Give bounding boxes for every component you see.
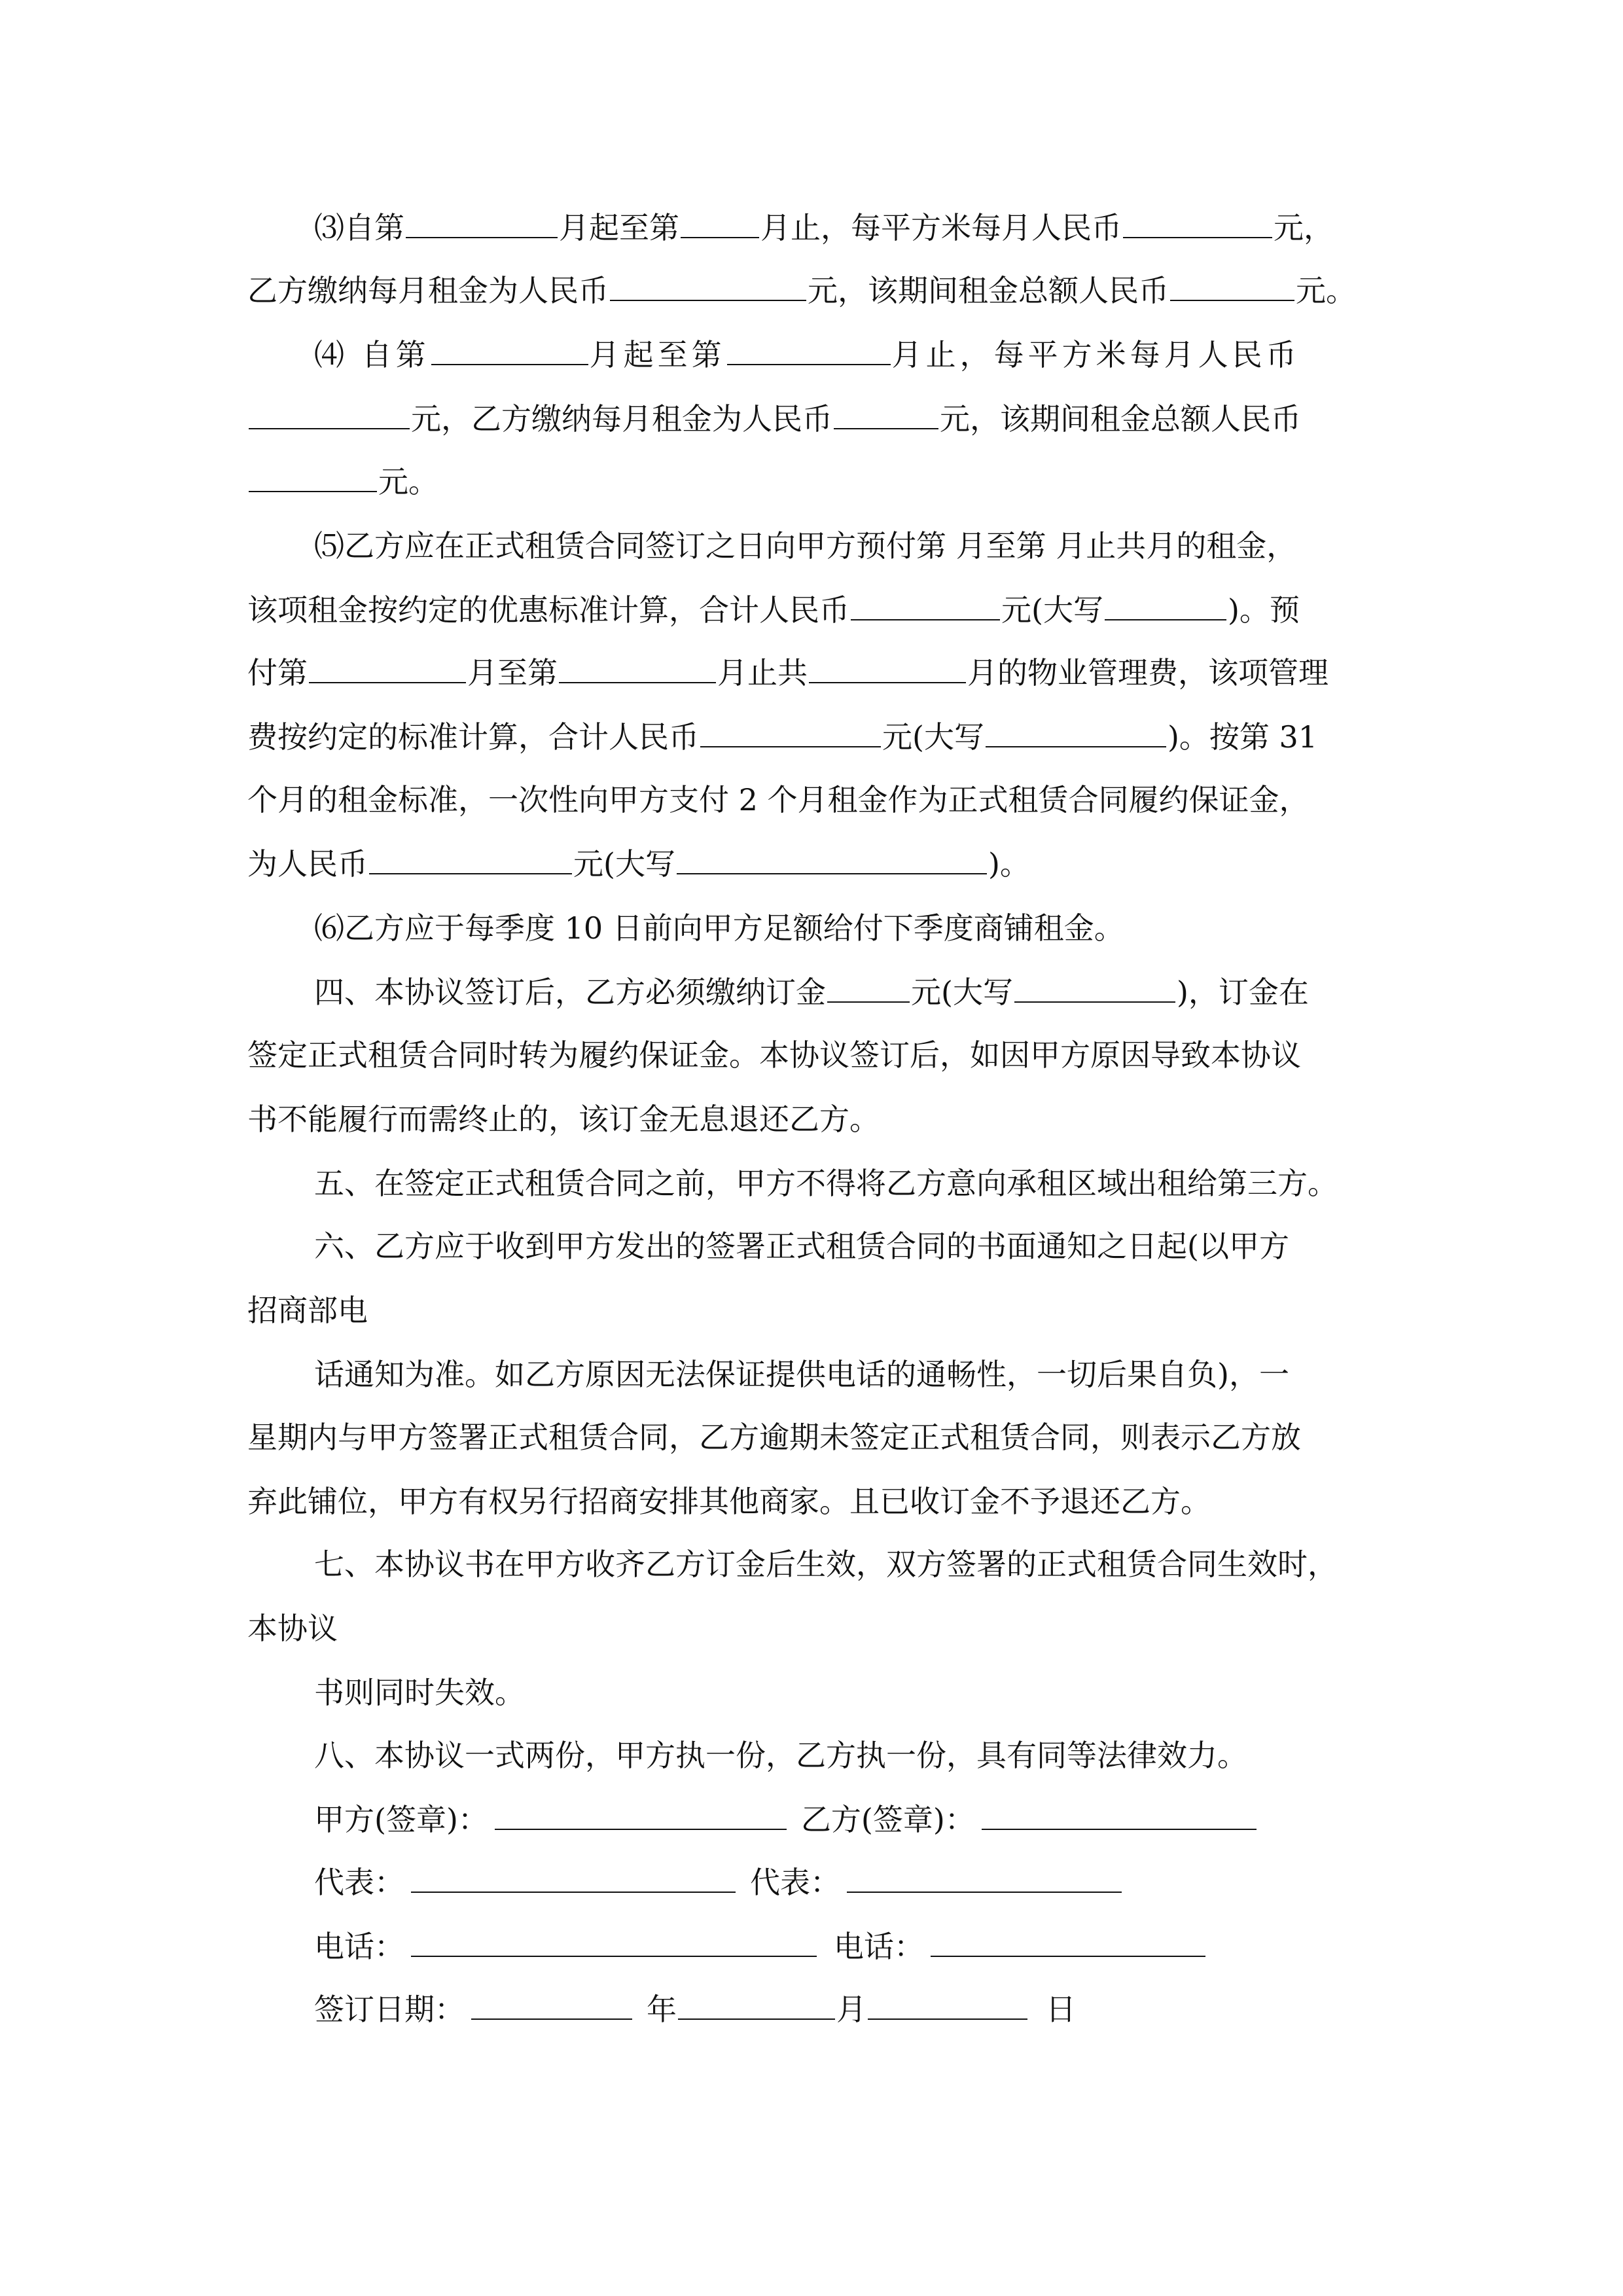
party-a-rep-field[interactable] — [411, 1863, 736, 1893]
section-4-line-2 — [247, 1035, 1301, 1075]
text-segment: 话通知为准。如乙方原因无法保证提供电话的通畅性，一切后果自负)，一 — [314, 1357, 1289, 1392]
fill-blank[interactable] — [700, 717, 881, 747]
year-field[interactable] — [471, 1990, 632, 2020]
text-segment: 元(大写 — [1001, 592, 1103, 628]
fill-blank[interactable] — [309, 653, 466, 683]
party-b-phone-field[interactable] — [931, 1927, 1205, 1957]
text-segment: 月止，每平方米每月人民币 — [891, 337, 1300, 372]
text-segment: 月起至第 — [559, 210, 679, 245]
text-segment: 付第 — [247, 655, 308, 691]
clause-5-line-2 — [247, 590, 1300, 630]
fill-blank[interactable] — [1105, 590, 1226, 620]
text-segment: 月起至第 — [589, 337, 726, 372]
fill-blank[interactable] — [681, 208, 759, 238]
text-segment: )。预 — [1227, 592, 1300, 628]
text-segment: 元，该期间租金总额人民币 — [940, 401, 1301, 437]
text-segment: )，订金在 — [1176, 975, 1309, 1010]
text-segment: 本协议 — [247, 1611, 338, 1646]
text-segment: 月至第 — [467, 655, 558, 691]
party-b-seal-field[interactable] — [982, 1800, 1257, 1830]
party-b-phone-label: 电话： — [834, 1929, 924, 1964]
text-segment: 元(大写 — [911, 975, 1013, 1010]
section-4-line-3 — [247, 1100, 880, 1139]
clause-3-line-2 — [247, 271, 1356, 310]
text-segment: 弃此铺位，甲方有权另行招商安排其他商家。且已收订金不予退还乙方。 — [247, 1484, 1211, 1519]
fill-blank[interactable] — [559, 653, 716, 683]
text-segment: ⑹乙方应于每季度 10 日前向甲方足额给付下季度商铺租金。 — [314, 910, 1124, 946]
fill-blank[interactable] — [727, 335, 891, 365]
text-segment: )。 — [988, 846, 1030, 882]
clause-3-line-1 — [314, 208, 1334, 247]
clause-5-line-3 — [247, 653, 1329, 692]
text-segment: 月的物业管理费，该项管理 — [967, 655, 1329, 691]
text-segment: 星期内与甲方签署正式租赁合同，乙方逾期未签定正式租赁合同，则表示乙方放 — [247, 1420, 1301, 1455]
month-field[interactable] — [678, 1990, 835, 2020]
clause-5-line-4 — [247, 717, 1317, 757]
phone-row — [314, 1927, 1207, 1966]
month-label: 月 — [836, 1992, 866, 2027]
clause-4-line-1 — [314, 335, 1300, 374]
text-segment: 该项租金按约定的优惠标准计算，合计人民币 — [247, 592, 849, 628]
fill-blank[interactable] — [1123, 208, 1272, 238]
fill-blank[interactable] — [986, 717, 1166, 747]
fill-blank[interactable] — [809, 653, 966, 683]
clause-4-line-2 — [247, 399, 1301, 439]
representative-row — [314, 1863, 1123, 1902]
text-segment: 月止共 — [717, 655, 808, 691]
text-segment: 元。 — [1296, 273, 1356, 308]
text-segment: 元(大写 — [573, 846, 675, 882]
fill-blank[interactable] — [1014, 973, 1175, 1003]
fill-blank[interactable] — [834, 399, 938, 429]
section-7-line-1 — [314, 1545, 1338, 1584]
fill-blank[interactable] — [249, 462, 377, 492]
text-segment: 元， — [1274, 210, 1334, 245]
section-4-line-1 — [314, 973, 1309, 1012]
party-b-seal-label: 乙方(签章)： — [800, 1802, 975, 1837]
section-6-line-3 — [314, 1355, 1289, 1394]
fill-blank[interactable] — [431, 335, 588, 365]
party-b-rep-field[interactable] — [847, 1863, 1122, 1893]
signing-date-row — [314, 1990, 1076, 2029]
section-6-line-2 — [247, 1291, 368, 1330]
fill-blank[interactable] — [369, 844, 572, 874]
text-segment: ⑷ 自第 — [314, 337, 430, 372]
text-segment: 元，该期间租金总额人民币 — [808, 273, 1169, 308]
section-6-line-4 — [247, 1418, 1301, 1457]
section-7-line-3 — [314, 1673, 525, 1712]
text-segment: )。按第 31 — [1167, 719, 1318, 755]
text-segment: 六、乙方应于收到甲方发出的签署正式租赁合同的书面通知之日起(以甲方 — [314, 1229, 1289, 1264]
text-segment: 个月的租金标准，一次性向甲方支付 2 个月租金作为正式租赁合同履约保证金， — [247, 782, 1310, 817]
text-segment: 七、本协议书在甲方收齐乙方订金后生效，双方签署的正式租赁合同生效时， — [314, 1547, 1338, 1582]
party-a-seal-field[interactable] — [495, 1800, 787, 1830]
fill-blank[interactable] — [249, 399, 410, 429]
text-segment: 五、在签定正式租赁合同之前，甲方不得将乙方意向承租区域出租给第三方。 — [314, 1166, 1338, 1201]
signing-date-label: 签订日期： — [314, 1992, 465, 2027]
text-segment: 元，乙方缴纳每月租金为人民币 — [411, 401, 832, 437]
section-6-line-1 — [314, 1227, 1289, 1266]
day-label: 日 — [1046, 1992, 1076, 2027]
fill-blank[interactable] — [827, 973, 910, 1003]
party-b-rep-label: 代表： — [750, 1865, 840, 1900]
party-a-seal-label: 甲方(签章)： — [314, 1802, 488, 1837]
text-segment: 元(大写 — [882, 719, 984, 755]
text-segment: 元。 — [378, 464, 438, 499]
fill-blank[interactable] — [1170, 271, 1294, 301]
text-segment: 费按约定的标准计算，合计人民币 — [247, 719, 699, 755]
text-segment: 月止，每平方米每月人民币 — [760, 210, 1122, 245]
fill-blank[interactable] — [851, 590, 1000, 620]
text-segment: ⑸乙方应在正式租赁合同签订之日向甲方预付第 月至第 月止共月的租金， — [314, 528, 1297, 564]
party-a-rep-label: 代表： — [314, 1865, 404, 1900]
signature-seal-row — [314, 1800, 1258, 1839]
text-segment: 四、本协议签订后，乙方必须缴纳订金 — [314, 975, 826, 1010]
party-a-phone-field[interactable] — [411, 1927, 817, 1957]
fill-blank[interactable] — [610, 271, 806, 301]
clause-5-line-6 — [247, 844, 1030, 884]
section-8 — [314, 1736, 1247, 1775]
fill-blank[interactable] — [677, 844, 987, 874]
year-label: 年 — [647, 1992, 677, 2027]
party-a-phone-label: 电话： — [314, 1929, 404, 1964]
day-field[interactable] — [868, 1990, 1027, 2020]
text-segment: 为人民币 — [247, 846, 368, 882]
clause-5-line-1 — [314, 526, 1296, 565]
section-6-line-5 — [247, 1482, 1211, 1521]
text-segment: 书则同时失效。 — [314, 1675, 525, 1710]
fill-blank[interactable] — [406, 208, 558, 238]
text-segment: 招商部电 — [247, 1293, 368, 1328]
clause-4-line-3 — [247, 462, 438, 501]
text-segment: 书不能履行而需终止的，该订金无息退还乙方。 — [247, 1102, 880, 1137]
clause-6 — [314, 908, 1124, 948]
section-5 — [314, 1164, 1338, 1203]
text-segment: 八、本协议一式两份，甲方执一份，乙方执一份，具有同等法律效力。 — [314, 1738, 1247, 1773]
text-segment: 签定正式租赁合同时转为履约保证金。本协议签订后，如因甲方原因导致本协议 — [247, 1037, 1301, 1073]
clause-5-line-5 — [247, 780, 1310, 819]
section-7-line-2 — [247, 1609, 338, 1648]
text-segment: 乙方缴纳每月租金为人民币 — [247, 273, 609, 308]
text-segment: ⑶自第 — [314, 210, 404, 245]
